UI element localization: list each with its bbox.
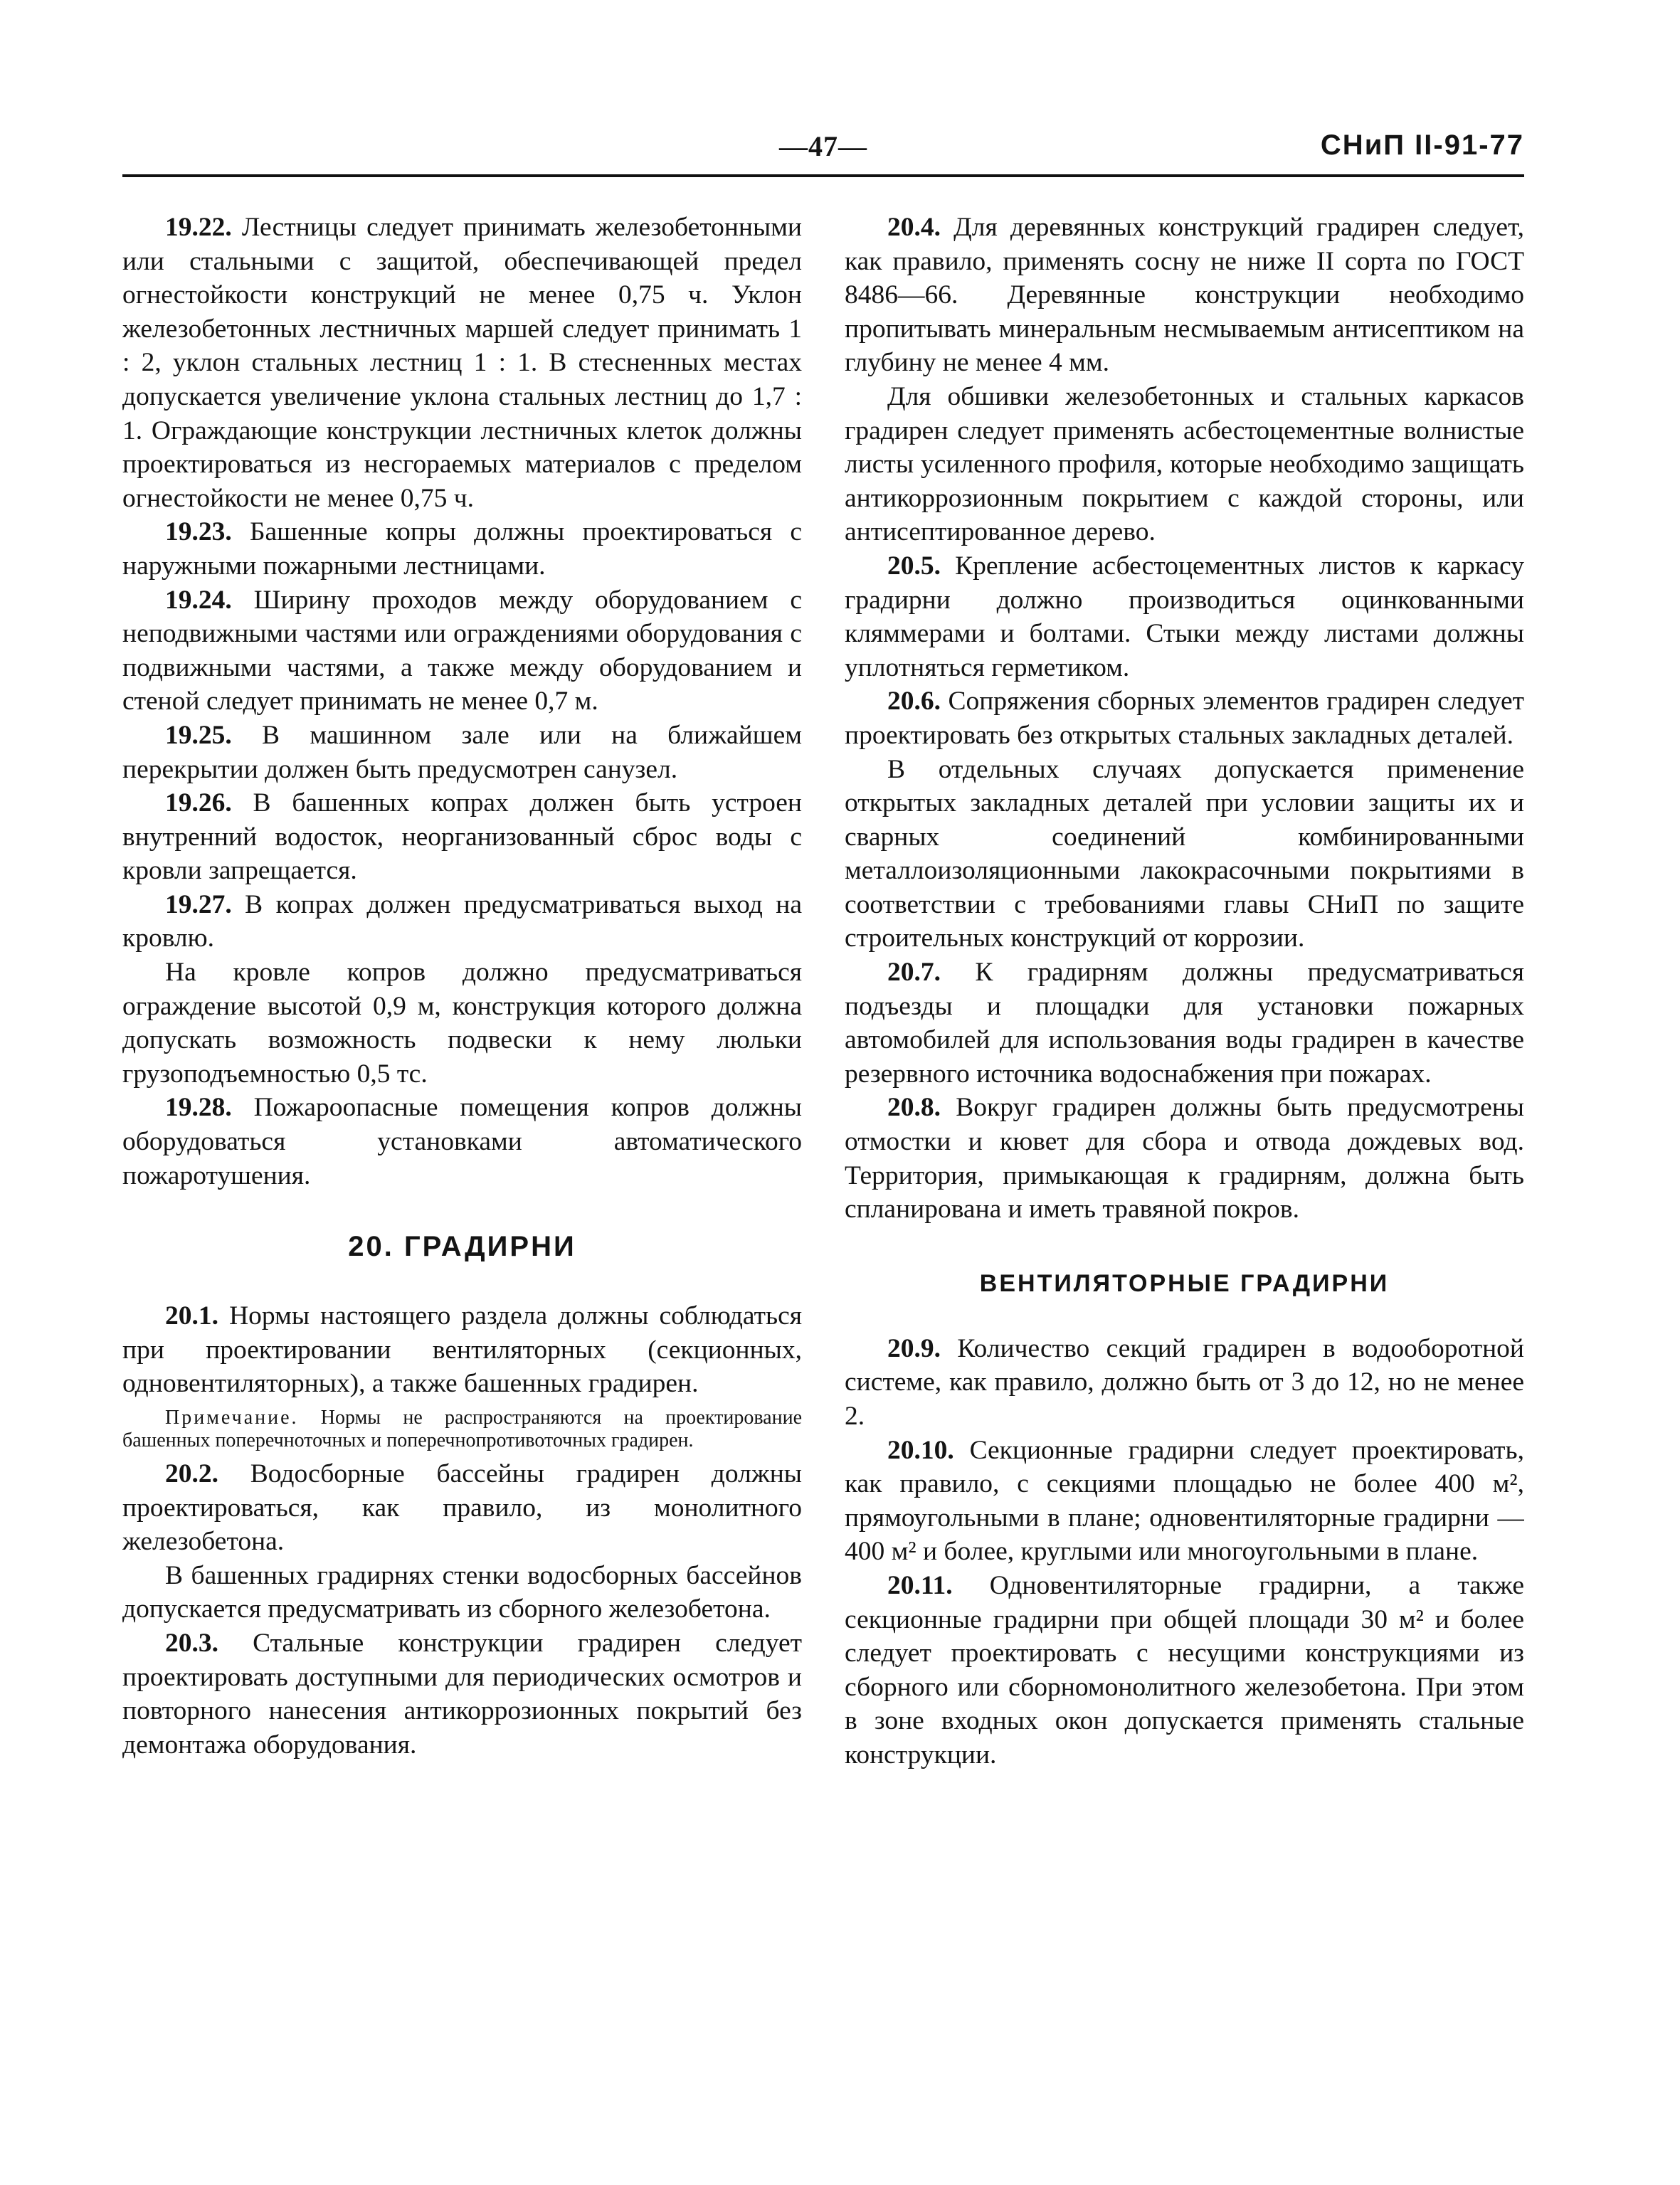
clause-number: 20.8. [887, 1093, 941, 1123]
clause-text: Стальные конструкции градирен следует проектировать доступными для периодических осмотров и повторного нанесения антикоррозионных покрытий без демонтажа оборудования. [122, 1628, 802, 1760]
note [122, 1407, 802, 1451]
clause-text: Пожароопасные помещения копров должны оборудоваться установками автоматического пожаротушения. [122, 1093, 802, 1190]
clause-number: 20.7. [887, 958, 941, 988]
clause-number: 19.25. [165, 720, 232, 750]
clause-number: 19.26. [165, 788, 232, 818]
paragraph-19-24 [122, 583, 802, 719]
paragraph-20-6 [845, 684, 1524, 752]
note-text: Нормы не распространяются на проектирование башенных поперечноточных и поперечнопротивоточных градирен. [122, 1407, 802, 1451]
paragraph-20-3 [122, 1626, 802, 1762]
clause-text: Водосборные бассейны градирен должны проектироваться, как правило, из монолитного железобетона. [122, 1459, 802, 1557]
document-code: СНиП II-91-77 [1320, 129, 1524, 161]
page-header [122, 129, 1524, 172]
clause-text: Башенные копры должны проектироваться с наружными пожарными лестницами. [122, 517, 802, 581]
clause-text: Лестницы следует принимать железобетонными или стальными с защитой, обеспечивающей предел огнестойкости конструкций не менее 0,75 ч. Уклон железобетонных лестничных маршей следует принимать 1 : 2, уклон стальных лестниц 1 : 1. В стесненных местах допускается увеличение уклона стальных лестниц до 1,7 : 1. Ограждающие конструкции лестничных клеток должны проектироваться из несгораемых материалов с пределом огнестойкости не менее 0,75 ч. [122, 213, 802, 513]
left-column [122, 211, 802, 1947]
clause-text: Одновентиляторные градирни, а также секционные градирни при общей площади 30 м² и более следует проектировать с несущими конструкциями из сборного или сборномонолитного железобетона. При этом в зоне входных окон допускается применять стальные конструкции. [845, 1570, 1524, 1769]
right-column [845, 211, 1524, 1947]
clause-number: 20.9. [887, 1333, 941, 1363]
clause-text: Вокруг градирен должны быть предусмотрены отмостки и кювет для сбора и отвода дождевых вод. Территория, примыкающая к градирням, должна быть спланирована и иметь травяной покров. [845, 1093, 1524, 1224]
clause-number: 19.23. [165, 517, 232, 547]
clause-number: 20.5. [887, 551, 941, 581]
paragraph-20-2-cont: В башенных градирнях стенки водосборных бассейнов допускается предусматривать из сборного железобетона. [122, 1560, 802, 1624]
page-number: —47— [779, 130, 867, 162]
paragraph-20-2 [122, 1457, 802, 1559]
paragraph-19-28 [122, 1091, 802, 1192]
paragraph-20-9 [845, 1332, 1524, 1434]
paragraph-20-8 [845, 1091, 1524, 1226]
clause-number: 20.4. [887, 213, 941, 242]
section-title: 20. ГРАДИРНИ [348, 1231, 576, 1263]
paragraph-20-6-cont: В отдельных случаях допускается применение открытых закладных деталей при условии защиты их и сварных соединений комбинированными металлоизоляционными лакокрасочными покрытиями в соответствии с требованиями главы СНиП по защите строительных конструкций от коррозии. [845, 754, 1524, 953]
paragraph-20-10 [845, 1434, 1524, 1569]
clause-text: В машинном зале или на ближайшем перекрытии должен быть предусмотрен санузел. [122, 720, 802, 784]
clause-text: Сопряжения сборных элементов градирен следует проектировать без открытых стальных закладных деталей. [845, 687, 1524, 750]
paragraph-20-11 [845, 1569, 1524, 1772]
clause-text: Для деревянных конструкций градирен следует, как правило, применять сосну не ниже II сорта по ГОСТ 8486—66. Деревянные конструкции необходимо пропитывать минеральным несмываемым антисептиком на глубину не менее 4 мм. [845, 213, 1524, 378]
clause-text: К градирням должны предусматриваться подъезды и площадки для установки пожарных автомобилей для использования воды градирен в качестве резервного источника водоснабжения при пожарах. [845, 958, 1524, 1089]
clause-number: 19.28. [165, 1093, 232, 1123]
clause-text: Количество секций градирен в водооборотной системе, как правило, должно быть от 3 до 12, но не менее 2. [845, 1333, 1524, 1431]
clause-number: 20.11. [887, 1570, 953, 1600]
clause-text: Нормы настоящего раздела должны соблюдаться при проектировании вентиляторных (секционных, одновентиляторных), а также башенных градирен. [122, 1301, 802, 1399]
paragraph-19-27 [122, 888, 802, 956]
clause-number: 20.3. [165, 1628, 218, 1658]
paragraph-19-26 [122, 786, 802, 888]
paragraph-20-1 [122, 1299, 802, 1401]
clause-number: 20.2. [165, 1459, 218, 1488]
clause-number: 19.22. [165, 213, 232, 242]
note-label: Примечание. [165, 1407, 299, 1429]
clause-number: 19.24. [165, 585, 232, 615]
clause-text: В башенных копрах должен быть устроен внутренний водосток, неорганизованный сброс воды с кровли запрещается. [122, 788, 802, 886]
header-rule [122, 174, 1524, 177]
clause-number: 20.1. [165, 1301, 218, 1331]
paragraph-20-7 [845, 956, 1524, 1091]
clause-text: В копрах должен предусматриваться выход на кровлю. [122, 889, 802, 953]
clause-number: 19.27. [165, 889, 232, 919]
paragraph-20-4-cont: Для обшивки железобетонных и стальных каркасов градирен следует применять асбестоцементные волнистые листы усиленного профиля, которые необходимо защищать антикоррозионным покрытием с каждой стороны, или антисептированное дерево. [845, 381, 1524, 547]
paragraph-19-23 [122, 515, 802, 583]
paragraph-19-25 [122, 719, 802, 786]
clause-number: 20.10. [887, 1435, 954, 1465]
clause-number: 20.6. [887, 687, 941, 716]
clause-text: Крепление асбестоцементных листов к каркасу градирни должно производиться оцинкованными кляммерами и болтами. Стыки между листами должны уплотняться герметиком. [845, 551, 1524, 682]
clause-text: Секционные градирни следует проектировать, как правило, с секциями площадью не более 400 м², прямоугольными в плане; одновентиляторные градирни — 400 м² и более, круглыми или многоугольными в плане. [845, 1435, 1524, 1567]
subsection-title: ВЕНТИЛЯТОРНЫЕ ГРАДИРНИ [979, 1269, 1390, 1297]
paragraph-19-27-cont: На кровле копров должно предусматриваться ограждение высотой 0,9 м, конструкция которого должна допускать возможность подвески к нему люльки грузоподъемностью 0,5 тс. [122, 958, 802, 1089]
paragraph-19-22 [122, 211, 802, 515]
paragraph-20-5 [845, 549, 1524, 684]
paragraph-20-4 [845, 211, 1524, 380]
clause-text: Ширину проходов между оборудованием с неподвижными частями или ограждениями оборудования с подвижными частями, а также между оборудованием и стеной следует принимать не менее 0,7 м. [122, 585, 802, 716]
